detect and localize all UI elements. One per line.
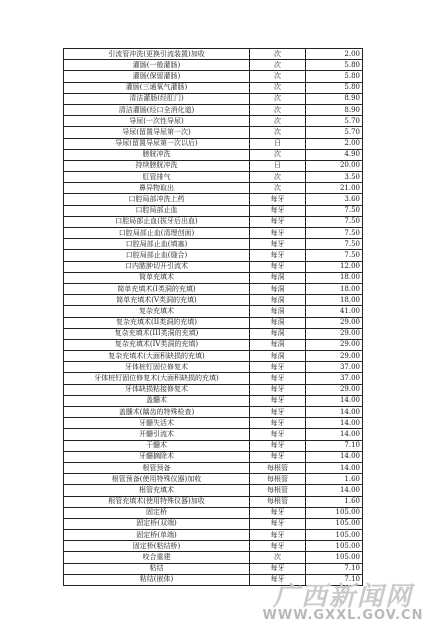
price-cell: 4.90 bbox=[306, 149, 363, 160]
item-name-cell: 根管充填术 bbox=[64, 485, 250, 496]
item-name-cell: 根管预备(使用特殊仪器)加收 bbox=[64, 474, 250, 485]
table-row bbox=[64, 306, 363, 317]
price-cell: 14.00 bbox=[306, 395, 363, 406]
table-row bbox=[64, 60, 363, 71]
item-name-cell: 口腔局部止血(清理创面) bbox=[64, 228, 250, 239]
table-row bbox=[64, 362, 363, 373]
price-cell: 14.00 bbox=[306, 451, 363, 462]
table-row bbox=[64, 328, 363, 339]
unit-cell: 每牙 bbox=[250, 407, 306, 418]
item-name-cell: 灌肠(三通氧气灌肠) bbox=[64, 82, 250, 93]
table-row bbox=[64, 563, 363, 574]
table-row bbox=[64, 149, 363, 160]
price-cell: 2.00 bbox=[306, 49, 363, 60]
watermark-url: WWW.GXXL.GOV.CN bbox=[262, 608, 424, 623]
item-name-cell: 灌肠(一般灌肠) bbox=[64, 60, 250, 71]
unit-cell: 次 bbox=[250, 93, 306, 104]
table-row bbox=[64, 317, 363, 328]
unit-cell: 每洞 bbox=[250, 328, 306, 339]
fee-table-sheet bbox=[63, 48, 362, 586]
price-cell: 14.00 bbox=[306, 418, 363, 429]
unit-cell: 每牙 bbox=[250, 418, 306, 429]
table-row bbox=[64, 429, 363, 440]
price-cell: 29.00 bbox=[306, 384, 363, 395]
price-cell: 7.50 bbox=[306, 216, 363, 227]
item-name-cell: 开髓引流术 bbox=[64, 429, 250, 440]
item-name-cell: 引流管冲洗(更换引流装置)加收 bbox=[64, 49, 250, 60]
unit-cell: 次 bbox=[250, 172, 306, 183]
table-row bbox=[64, 496, 363, 507]
item-name-cell: 牙体桩钉固位修复术(大面积缺损的充填) bbox=[64, 373, 250, 384]
table-row bbox=[64, 451, 363, 462]
price-cell: 2.00 bbox=[306, 138, 363, 149]
item-name-cell: 灌肠(保留灌肠) bbox=[64, 71, 250, 82]
price-cell: 1.60 bbox=[306, 474, 363, 485]
price-cell: 18.00 bbox=[306, 295, 363, 306]
unit-cell: 每牙 bbox=[250, 228, 306, 239]
price-cell: 7.50 bbox=[306, 228, 363, 239]
table-row bbox=[64, 351, 363, 362]
unit-cell: 每牙 bbox=[250, 440, 306, 451]
table-row bbox=[64, 127, 363, 138]
unit-cell: 日 bbox=[250, 160, 306, 171]
unit-cell: 每根管 bbox=[250, 474, 306, 485]
unit-cell: 每牙 bbox=[250, 250, 306, 261]
price-cell: 3.60 bbox=[306, 194, 363, 205]
item-name-cell: 复杂充填术(II类洞的充填) bbox=[64, 317, 250, 328]
item-name-cell: 根管充填术(使用特殊仪器)加收 bbox=[64, 496, 250, 507]
table-row bbox=[64, 474, 363, 485]
price-cell: 7.50 bbox=[306, 239, 363, 250]
table-row bbox=[64, 93, 363, 104]
price-cell: 29.00 bbox=[306, 328, 363, 339]
item-name-cell: 口腔局部止血(拔牙后出血) bbox=[64, 216, 250, 227]
watermark-logo bbox=[258, 576, 428, 632]
unit-cell: 次 bbox=[250, 149, 306, 160]
table-row bbox=[64, 104, 363, 115]
price-cell: 14.00 bbox=[306, 485, 363, 496]
unit-cell: 次 bbox=[250, 82, 306, 93]
table-row bbox=[64, 250, 363, 261]
item-name-cell: 口腔局部止血(缝合) bbox=[64, 250, 250, 261]
item-name-cell: 清洁灌肠(经肛门) bbox=[64, 93, 250, 104]
table-row bbox=[64, 518, 363, 529]
unit-cell: 每洞 bbox=[250, 317, 306, 328]
unit-cell: 次 bbox=[250, 552, 306, 563]
item-name-cell: 牙髓失活术 bbox=[64, 418, 250, 429]
price-cell: 5.80 bbox=[306, 71, 363, 82]
price-cell: 20.00 bbox=[306, 160, 363, 171]
table-row bbox=[64, 82, 363, 93]
unit-cell: 每牙 bbox=[250, 541, 306, 552]
table-row bbox=[64, 418, 363, 429]
price-cell: 5.80 bbox=[306, 82, 363, 93]
item-name-cell: 导尿(留置导尿第一次以后) bbox=[64, 138, 250, 149]
unit-cell: 每根管 bbox=[250, 462, 306, 473]
table-row bbox=[64, 295, 363, 306]
table-row bbox=[64, 228, 363, 239]
item-name-cell: 口内脓肿切开引流术 bbox=[64, 261, 250, 272]
table-row bbox=[64, 339, 363, 350]
unit-cell: 每牙 bbox=[250, 194, 306, 205]
price-cell: 105.00 bbox=[306, 552, 363, 563]
price-cell: 18.00 bbox=[306, 283, 363, 294]
price-cell: 21.00 bbox=[306, 183, 363, 194]
item-name-cell: 肛管排气 bbox=[64, 172, 250, 183]
item-name-cell: 导尿(留置导尿第一次) bbox=[64, 127, 250, 138]
price-cell: 105.00 bbox=[306, 518, 363, 529]
item-name-cell: 简单充填术(I类洞的充填) bbox=[64, 283, 250, 294]
item-name-cell: 咬合重建 bbox=[64, 552, 250, 563]
price-cell: 29.00 bbox=[306, 317, 363, 328]
unit-cell: 每洞 bbox=[250, 283, 306, 294]
unit-cell: 次 bbox=[250, 60, 306, 71]
item-name-cell: 复杂充填术(IV类洞的充填) bbox=[64, 339, 250, 350]
unit-cell: 每牙 bbox=[250, 239, 306, 250]
price-cell: 7.10 bbox=[306, 563, 363, 574]
price-cell: 5.70 bbox=[306, 127, 363, 138]
table-row bbox=[64, 261, 363, 272]
unit-cell: 次 bbox=[250, 127, 306, 138]
watermark-chinese: 广西新闻网 bbox=[272, 582, 413, 612]
price-cell: 12.00 bbox=[306, 261, 363, 272]
item-name-cell: 简单充填术 bbox=[64, 272, 250, 283]
item-name-cell: 持续膀胱冲洗 bbox=[64, 160, 250, 171]
price-cell: 7.10 bbox=[306, 574, 363, 585]
price-cell: 7.10 bbox=[306, 440, 363, 451]
item-name-cell: 牙体桩钉固位修复术 bbox=[64, 362, 250, 373]
item-name-cell: 导尿(一次性导尿) bbox=[64, 116, 250, 127]
table-row bbox=[64, 272, 363, 283]
table-row bbox=[64, 116, 363, 127]
item-name-cell: 清洁灌肠(经口全消化道) bbox=[64, 104, 250, 115]
item-name-cell: 膀胱冲洗 bbox=[64, 149, 250, 160]
price-cell: 18.00 bbox=[306, 272, 363, 283]
item-name-cell: 复杂充填术(大面积缺损的充填) bbox=[64, 351, 250, 362]
item-name-cell: 复杂充填术 bbox=[64, 306, 250, 317]
table-row bbox=[64, 373, 363, 384]
unit-cell: 每根管 bbox=[250, 485, 306, 496]
table-row bbox=[64, 183, 363, 194]
unit-cell: 每牙 bbox=[250, 429, 306, 440]
table-row bbox=[64, 205, 363, 216]
unit-cell: 每牙 bbox=[250, 373, 306, 384]
unit-cell: 日 bbox=[250, 138, 306, 149]
item-name-cell: 复杂充填术(III类洞的充填) bbox=[64, 328, 250, 339]
item-name-cell: 固定桥(双端) bbox=[64, 518, 250, 529]
price-cell: 41.00 bbox=[306, 306, 363, 317]
unit-cell: 每牙 bbox=[250, 451, 306, 462]
table-row bbox=[64, 239, 363, 250]
unit-cell: 次 bbox=[250, 71, 306, 82]
price-cell: 105.00 bbox=[306, 507, 363, 518]
price-cell: 7.50 bbox=[306, 250, 363, 261]
table-row bbox=[64, 384, 363, 395]
unit-cell: 每洞 bbox=[250, 306, 306, 317]
fee-table bbox=[63, 48, 363, 586]
price-cell: 37.00 bbox=[306, 362, 363, 373]
unit-cell: 每牙 bbox=[250, 395, 306, 406]
unit-cell: 每牙 bbox=[250, 507, 306, 518]
price-cell: 1.60 bbox=[306, 496, 363, 507]
item-name-cell: 根管预备 bbox=[64, 462, 250, 473]
unit-cell: 每牙 bbox=[250, 574, 306, 585]
unit-cell: 每洞 bbox=[250, 295, 306, 306]
price-cell: 14.00 bbox=[306, 462, 363, 473]
unit-cell: 每牙 bbox=[250, 530, 306, 541]
unit-cell: 次 bbox=[250, 183, 306, 194]
price-cell: 5.80 bbox=[306, 60, 363, 71]
price-cell: 8.90 bbox=[306, 93, 363, 104]
unit-cell: 每根管 bbox=[250, 496, 306, 507]
item-name-cell: 口腔局部止血 bbox=[64, 205, 250, 216]
price-cell: 14.00 bbox=[306, 407, 363, 418]
price-cell: 37.00 bbox=[306, 373, 363, 384]
table-row bbox=[64, 71, 363, 82]
unit-cell: 每洞 bbox=[250, 351, 306, 362]
price-cell: 5.70 bbox=[306, 116, 363, 127]
item-name-cell: 固定桥(粘结桥) bbox=[64, 541, 250, 552]
table-row bbox=[64, 194, 363, 205]
table-row bbox=[64, 485, 363, 496]
table-row bbox=[64, 160, 363, 171]
item-name-cell: 固定桥(单端) bbox=[64, 530, 250, 541]
unit-cell: 每洞 bbox=[250, 272, 306, 283]
price-cell: 105.00 bbox=[306, 530, 363, 541]
item-name-cell: 固定桥 bbox=[64, 507, 250, 518]
item-name-cell: 干髓术 bbox=[64, 440, 250, 451]
item-name-cell: 牙髓摘除术 bbox=[64, 451, 250, 462]
item-name-cell: 简单充填术(V类洞的充填) bbox=[64, 295, 250, 306]
item-name-cell: 粘结 bbox=[64, 563, 250, 574]
price-cell: 7.50 bbox=[306, 205, 363, 216]
table-row bbox=[64, 462, 363, 473]
table-row bbox=[64, 49, 363, 60]
unit-cell: 次 bbox=[250, 116, 306, 127]
item-name-cell: 口腔局部止血(填塞) bbox=[64, 239, 250, 250]
price-cell: 14.00 bbox=[306, 429, 363, 440]
unit-cell: 每牙 bbox=[250, 261, 306, 272]
table-row bbox=[64, 395, 363, 406]
table-row bbox=[64, 138, 363, 149]
table-row bbox=[64, 283, 363, 294]
unit-cell: 每牙 bbox=[250, 205, 306, 216]
table-row bbox=[64, 440, 363, 451]
unit-cell: 每牙 bbox=[250, 384, 306, 395]
price-cell: 29.00 bbox=[306, 339, 363, 350]
table-row bbox=[64, 507, 363, 518]
item-name-cell: 牙体缺损粘接修复术 bbox=[64, 384, 250, 395]
unit-cell: 每牙 bbox=[250, 518, 306, 529]
price-cell: 8.90 bbox=[306, 104, 363, 115]
unit-cell: 次 bbox=[250, 49, 306, 60]
price-cell: 3.50 bbox=[306, 172, 363, 183]
price-cell: 29.00 bbox=[306, 351, 363, 362]
unit-cell: 每牙 bbox=[250, 563, 306, 574]
table-row bbox=[64, 216, 363, 227]
fee-table-body bbox=[64, 49, 363, 586]
table-row bbox=[64, 172, 363, 183]
table-row bbox=[64, 407, 363, 418]
item-name-cell: 口腔局部冲洗上药 bbox=[64, 194, 250, 205]
table-row bbox=[64, 541, 363, 552]
table-row bbox=[64, 552, 363, 563]
item-name-cell: 粘结(嵌体) bbox=[64, 574, 250, 585]
price-cell: 105.00 bbox=[306, 541, 363, 552]
item-name-cell: 鼻异物取出 bbox=[64, 183, 250, 194]
unit-cell: 每牙 bbox=[250, 216, 306, 227]
item-name-cell: 盖髓术 bbox=[64, 395, 250, 406]
unit-cell: 次 bbox=[250, 104, 306, 115]
item-name-cell: 盖髓术(龋齿的特殊检查) bbox=[64, 407, 250, 418]
unit-cell: 每洞 bbox=[250, 339, 306, 350]
table-row bbox=[64, 530, 363, 541]
unit-cell: 每牙 bbox=[250, 362, 306, 373]
